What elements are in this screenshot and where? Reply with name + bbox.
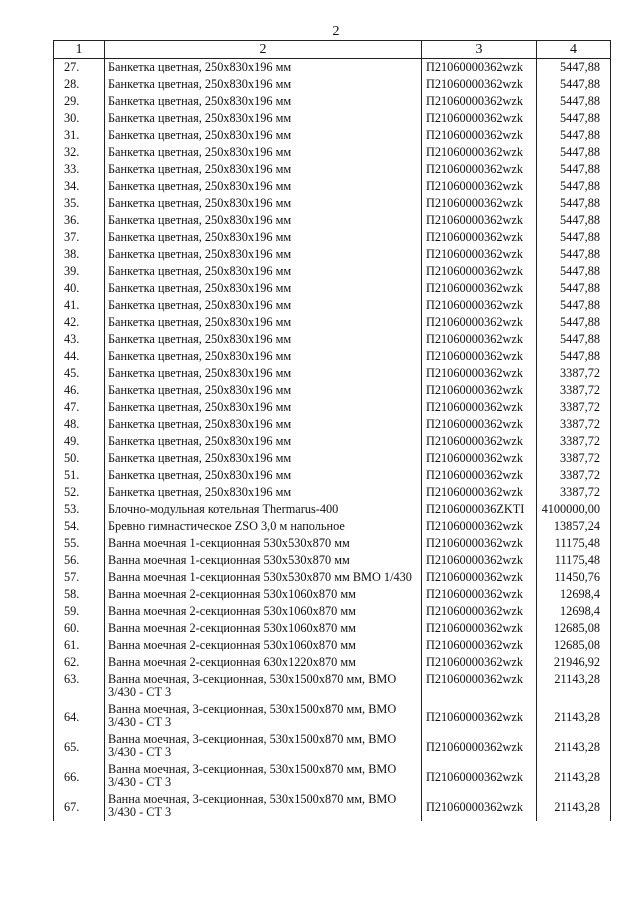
item-name: Ванна моечная, 3-секционная, 530x1500x870 мм, ВМО 3/430 - СТ 3 bbox=[105, 761, 422, 791]
item-price: 5447,88 bbox=[537, 297, 611, 314]
row-number: 56. bbox=[54, 552, 105, 569]
table-row bbox=[54, 654, 611, 671]
row-number: 30. bbox=[54, 110, 105, 127]
table-row bbox=[54, 127, 611, 144]
item-price: 21143,28 bbox=[537, 671, 611, 701]
row-number: 55. bbox=[54, 535, 105, 552]
item-name: Ванна моечная 1-секционная 530x530x870 мм ВМО 1/430 bbox=[105, 569, 422, 586]
item-name: Банкетка цветная, 250x830x196 мм bbox=[105, 467, 422, 484]
table-header bbox=[54, 41, 611, 59]
item-code: П21060000362wzk bbox=[422, 450, 537, 467]
row-number: 49. bbox=[54, 433, 105, 450]
item-price: 5447,88 bbox=[537, 59, 611, 77]
table-row bbox=[54, 144, 611, 161]
item-name: Банкетка цветная, 250x830x196 мм bbox=[105, 433, 422, 450]
table-row bbox=[54, 399, 611, 416]
item-name: Банкетка цветная, 250x830x196 мм bbox=[105, 365, 422, 382]
item-name: Ванна моечная 2-секционная 530x1060x870 мм bbox=[105, 603, 422, 620]
item-name: Банкетка цветная, 250x830x196 мм bbox=[105, 59, 422, 77]
row-number: 29. bbox=[54, 93, 105, 110]
item-code: П21060000362wzk bbox=[422, 144, 537, 161]
item-price: 5447,88 bbox=[537, 144, 611, 161]
item-name: Ванна моечная 2-секционная 530x1060x870 мм bbox=[105, 637, 422, 654]
table-row bbox=[54, 382, 611, 399]
item-price: 12698,4 bbox=[537, 603, 611, 620]
item-code: П21060000362wzk bbox=[422, 535, 537, 552]
row-number: 27. bbox=[54, 59, 105, 77]
item-code: П21060000362wzk bbox=[422, 467, 537, 484]
row-number: 33. bbox=[54, 161, 105, 178]
item-price: 3387,72 bbox=[537, 433, 611, 450]
table-row bbox=[54, 161, 611, 178]
item-code: П21060000362wzk bbox=[422, 110, 537, 127]
row-number: 51. bbox=[54, 467, 105, 484]
header-row bbox=[54, 41, 611, 59]
item-price: 13857,24 bbox=[537, 518, 611, 535]
item-name: Ванна моечная 2-секционная 630x1220x870 мм bbox=[105, 654, 422, 671]
table-row bbox=[54, 637, 611, 654]
item-code: П21060000362wzk bbox=[422, 731, 537, 761]
item-code: П21060000362wzk bbox=[422, 348, 537, 365]
item-code: П21060000362wzk bbox=[422, 791, 537, 821]
table-row bbox=[54, 791, 611, 821]
row-number: 41. bbox=[54, 297, 105, 314]
item-price: 5447,88 bbox=[537, 331, 611, 348]
row-number: 37. bbox=[54, 229, 105, 246]
item-name: Банкетка цветная, 250x830x196 мм bbox=[105, 382, 422, 399]
table-row bbox=[54, 246, 611, 263]
item-name: Ванна моечная, 3-секционная, 530x1500x870 мм, ВМО 3/430 - СТ 3 bbox=[105, 671, 422, 701]
item-price: 5447,88 bbox=[537, 246, 611, 263]
item-name: Банкетка цветная, 250x830x196 мм bbox=[105, 195, 422, 212]
item-code: П21060000362wzk bbox=[422, 297, 537, 314]
row-number: 43. bbox=[54, 331, 105, 348]
item-price: 3387,72 bbox=[537, 399, 611, 416]
table-row bbox=[54, 433, 611, 450]
table-row bbox=[54, 229, 611, 246]
table-row bbox=[54, 280, 611, 297]
row-number: 32. bbox=[54, 144, 105, 161]
item-name: Ванна моечная, 3-секционная, 530x1500x870 мм, ВМО 3/430 - СТ 3 bbox=[105, 701, 422, 731]
page-number: 2 bbox=[332, 24, 340, 39]
row-number: 61. bbox=[54, 637, 105, 654]
item-code: П21060000362wzk bbox=[422, 76, 537, 93]
row-number: 53. bbox=[54, 501, 105, 518]
item-name: Банкетка цветная, 250x830x196 мм bbox=[105, 127, 422, 144]
table-row bbox=[54, 701, 611, 731]
item-price: 12685,08 bbox=[537, 637, 611, 654]
table-row bbox=[54, 731, 611, 761]
item-price: 5447,88 bbox=[537, 110, 611, 127]
item-code: П21060000362wzk bbox=[422, 654, 537, 671]
row-number: 45. bbox=[54, 365, 105, 382]
row-number: 46. bbox=[54, 382, 105, 399]
row-number: 63. bbox=[54, 671, 105, 701]
row-number: 36. bbox=[54, 212, 105, 229]
item-code: П21060000362wzk bbox=[422, 416, 537, 433]
item-price: 21946,92 bbox=[537, 654, 611, 671]
table-row bbox=[54, 761, 611, 791]
item-price: 5447,88 bbox=[537, 212, 611, 229]
item-price: 5447,88 bbox=[537, 280, 611, 297]
item-name: Бревно гимнастическое ZSO 3,0 м напольное bbox=[105, 518, 422, 535]
table-row bbox=[54, 59, 611, 77]
row-number: 34. bbox=[54, 178, 105, 195]
item-price: 12685,08 bbox=[537, 620, 611, 637]
item-price: 5447,88 bbox=[537, 127, 611, 144]
item-code: П21060000362wzk bbox=[422, 195, 537, 212]
inventory-table bbox=[53, 40, 611, 821]
item-name: Ванна моечная 2-секционная 530x1060x870 мм bbox=[105, 586, 422, 603]
item-name: Ванна моечная, 3-секционная, 530x1500x870 мм, ВМО 3/430 - СТ 3 bbox=[105, 791, 422, 821]
item-name: Банкетка цветная, 250x830x196 мм bbox=[105, 178, 422, 195]
column-header-price: 4 bbox=[537, 41, 611, 59]
item-price: 21143,28 bbox=[537, 791, 611, 821]
row-number: 58. bbox=[54, 586, 105, 603]
item-price: 11175,48 bbox=[537, 535, 611, 552]
item-price: 5447,88 bbox=[537, 178, 611, 195]
item-code: П21060000362wzk bbox=[422, 484, 537, 501]
table-row bbox=[54, 484, 611, 501]
item-code: П21060000362wzk bbox=[422, 586, 537, 603]
item-code: П21060000362wzk bbox=[422, 280, 537, 297]
item-name: Ванна моечная, 3-секционная, 530x1500x870 мм, ВМО 3/430 - СТ 3 bbox=[105, 731, 422, 761]
item-price: 3387,72 bbox=[537, 467, 611, 484]
table-row bbox=[54, 331, 611, 348]
item-price: 5447,88 bbox=[537, 348, 611, 365]
item-price: 3387,72 bbox=[537, 484, 611, 501]
item-price: 4100000,00 bbox=[537, 501, 611, 518]
item-price: 5447,88 bbox=[537, 93, 611, 110]
row-number: 59. bbox=[54, 603, 105, 620]
row-number: 39. bbox=[54, 263, 105, 280]
row-number: 60. bbox=[54, 620, 105, 637]
item-name: Банкетка цветная, 250x830x196 мм bbox=[105, 93, 422, 110]
item-name: Банкетка цветная, 250x830x196 мм bbox=[105, 348, 422, 365]
item-name: Банкетка цветная, 250x830x196 мм bbox=[105, 297, 422, 314]
row-number: 28. bbox=[54, 76, 105, 93]
row-number: 62. bbox=[54, 654, 105, 671]
item-name: Банкетка цветная, 250x830x196 мм bbox=[105, 314, 422, 331]
table-row bbox=[54, 450, 611, 467]
item-name: Банкетка цветная, 250x830x196 мм bbox=[105, 144, 422, 161]
item-price: 3387,72 bbox=[537, 382, 611, 399]
item-code: П21060000362wzk bbox=[422, 314, 537, 331]
item-code: П21060000362wzk bbox=[422, 637, 537, 654]
table-row bbox=[54, 76, 611, 93]
row-number: 57. bbox=[54, 569, 105, 586]
table-row bbox=[54, 297, 611, 314]
item-code: П21060000362wzk bbox=[422, 761, 537, 791]
item-price: 5447,88 bbox=[537, 263, 611, 280]
table-row bbox=[54, 586, 611, 603]
row-number: 50. bbox=[54, 450, 105, 467]
item-code: П21060000362wzk bbox=[422, 399, 537, 416]
item-name: Ванна моечная 1-секционная 530x530x870 мм bbox=[105, 535, 422, 552]
item-name: Банкетка цветная, 250x830x196 мм bbox=[105, 263, 422, 280]
item-code: П21060000362wzk bbox=[422, 365, 537, 382]
item-name: Банкетка цветная, 250x830x196 мм bbox=[105, 229, 422, 246]
item-code: П21060000362wzk bbox=[422, 603, 537, 620]
item-price: 5447,88 bbox=[537, 195, 611, 212]
table-row bbox=[54, 314, 611, 331]
item-code: П21060000362wzk bbox=[422, 552, 537, 569]
item-name: Ванна моечная 2-секционная 530x1060x870 мм bbox=[105, 620, 422, 637]
item-name: Банкетка цветная, 250x830x196 мм bbox=[105, 399, 422, 416]
item-code: П21060000362wzk bbox=[422, 518, 537, 535]
table-row bbox=[54, 569, 611, 586]
item-code: П21060000362wzk bbox=[422, 701, 537, 731]
item-code: П21060000362wzk bbox=[422, 263, 537, 280]
row-number: 35. bbox=[54, 195, 105, 212]
table-body bbox=[54, 59, 611, 822]
row-number: 44. bbox=[54, 348, 105, 365]
table-row bbox=[54, 110, 611, 127]
item-name: Банкетка цветная, 250x830x196 мм bbox=[105, 416, 422, 433]
item-name: Банкетка цветная, 250x830x196 мм bbox=[105, 161, 422, 178]
item-code: П21060000362wzk bbox=[422, 178, 537, 195]
table-row bbox=[54, 620, 611, 637]
item-price: 5447,88 bbox=[537, 161, 611, 178]
item-name: Банкетка цветная, 250x830x196 мм bbox=[105, 246, 422, 263]
item-code: П21060000З6ZKTI bbox=[422, 501, 537, 518]
item-name: Банкетка цветная, 250x830x196 мм bbox=[105, 76, 422, 93]
item-price: 5447,88 bbox=[537, 314, 611, 331]
row-number: 54. bbox=[54, 518, 105, 535]
item-price: 11175,48 bbox=[537, 552, 611, 569]
table-row bbox=[54, 603, 611, 620]
item-price: 5447,88 bbox=[537, 229, 611, 246]
table-row bbox=[54, 416, 611, 433]
row-number: 65. bbox=[54, 731, 105, 761]
table-row bbox=[54, 365, 611, 382]
table-row bbox=[54, 195, 611, 212]
row-number: 52. bbox=[54, 484, 105, 501]
row-number: 38. bbox=[54, 246, 105, 263]
table-row bbox=[54, 212, 611, 229]
row-number: 66. bbox=[54, 761, 105, 791]
item-code: П21060000362wzk bbox=[422, 569, 537, 586]
item-price: 11450,76 bbox=[537, 569, 611, 586]
table-row bbox=[54, 671, 611, 701]
row-number: 47. bbox=[54, 399, 105, 416]
item-code: П21060000362wzk bbox=[422, 382, 537, 399]
item-name: Банкетка цветная, 250x830x196 мм bbox=[105, 331, 422, 348]
item-name: Ванна моечная 1-секционная 530x530x870 мм bbox=[105, 552, 422, 569]
item-price: 3387,72 bbox=[537, 365, 611, 382]
item-code: П21060000362wzk bbox=[422, 59, 537, 77]
item-code: П21060000362wzk bbox=[422, 161, 537, 178]
row-number: 42. bbox=[54, 314, 105, 331]
item-code: П21060000362wzk bbox=[422, 229, 537, 246]
table-row bbox=[54, 348, 611, 365]
item-price: 21143,28 bbox=[537, 731, 611, 761]
table-row bbox=[54, 93, 611, 110]
item-price: 21143,28 bbox=[537, 761, 611, 791]
item-name: Блочно-модульная котельная Thermarus-400 bbox=[105, 501, 422, 518]
item-name: Банкетка цветная, 250x830x196 мм bbox=[105, 110, 422, 127]
item-code: П21060000362wzk bbox=[422, 93, 537, 110]
item-price: 3387,72 bbox=[537, 450, 611, 467]
item-price: 12698,4 bbox=[537, 586, 611, 603]
item-price: 21143,28 bbox=[537, 701, 611, 731]
row-number: 40. bbox=[54, 280, 105, 297]
table-row bbox=[54, 467, 611, 484]
item-code: П21060000362wzk bbox=[422, 246, 537, 263]
column-header-name: 2 bbox=[105, 41, 422, 59]
item-code: П21060000362wzk bbox=[422, 671, 537, 701]
item-code: П21060000362wzk bbox=[422, 127, 537, 144]
table-row bbox=[54, 178, 611, 195]
item-name: Банкетка цветная, 250x830x196 мм bbox=[105, 212, 422, 229]
item-price: 3387,72 bbox=[537, 416, 611, 433]
row-number: 31. bbox=[54, 127, 105, 144]
row-number: 64. bbox=[54, 701, 105, 731]
item-price: 5447,88 bbox=[537, 76, 611, 93]
item-code: П21060000362wzk bbox=[422, 212, 537, 229]
row-number: 67. bbox=[54, 791, 105, 821]
table-row bbox=[54, 501, 611, 518]
item-code: П21060000362wzk bbox=[422, 433, 537, 450]
item-code: П21060000362wzk bbox=[422, 620, 537, 637]
column-header-code: 3 bbox=[422, 41, 537, 59]
item-name: Банкетка цветная, 250x830x196 мм bbox=[105, 280, 422, 297]
item-code: П21060000362wzk bbox=[422, 331, 537, 348]
item-name: Банкетка цветная, 250x830x196 мм bbox=[105, 450, 422, 467]
table-row bbox=[54, 552, 611, 569]
row-number: 48. bbox=[54, 416, 105, 433]
column-header-number: 1 bbox=[54, 41, 105, 59]
item-name: Банкетка цветная, 250x830x196 мм bbox=[105, 484, 422, 501]
table-row bbox=[54, 263, 611, 280]
table-row bbox=[54, 535, 611, 552]
table-row bbox=[54, 518, 611, 535]
